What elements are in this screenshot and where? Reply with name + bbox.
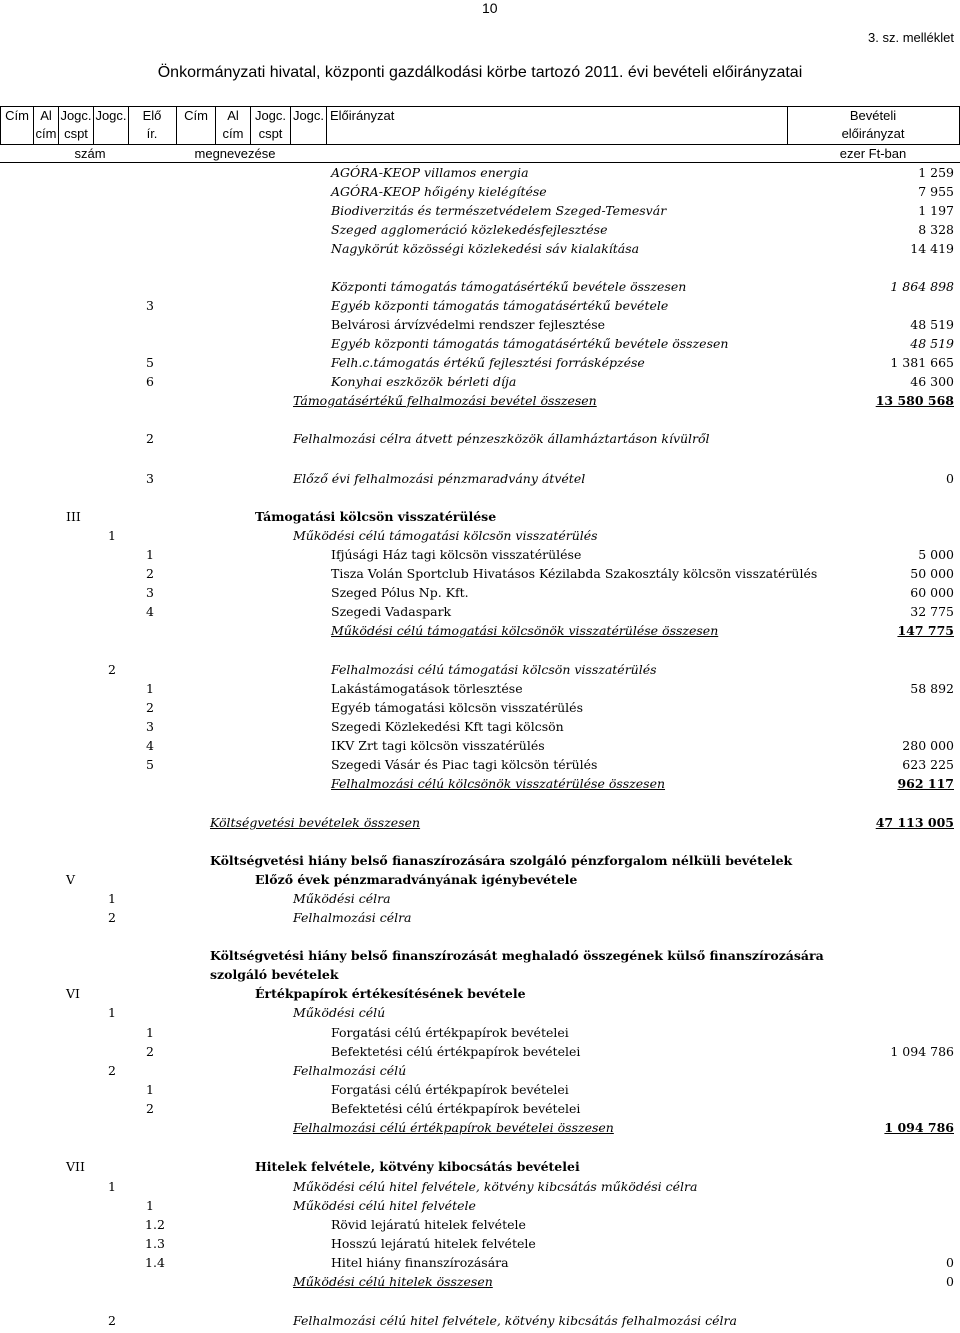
document-title: Önkormányzati hivatal, központi gazdálkodási körbe tartozó 2011. évi bevételi előirányzatai <box>157 64 803 81</box>
table-row: 4 IKV Zrt tagi kölcsön visszatérülés 280 000 <box>146 738 954 753</box>
table-row: 6 Konyhai eszközök bérleti díja 46 300 <box>146 374 954 389</box>
table-row: 2 Egyéb támogatási kölcsön visszatérülés <box>146 700 583 715</box>
table-row: 3 Egyéb központi támogatás támogatásértékű bevétele <box>146 298 669 313</box>
table-row: 1.4 Hitel hiány finanszírozására 0 <box>145 1255 954 1270</box>
table-row: 2 Felhalmozási célra <box>108 910 412 925</box>
table-row: 2 Felhalmozási célú hitel felvétele, kötvény kibcsátás felhalmozási célra <box>108 1313 737 1328</box>
header-alcim-2: cím <box>35 126 57 141</box>
table-row: Költségvetési hiány belső fianaszírozására szolgáló pénzforgalom nélküli bevételek <box>210 853 793 868</box>
table-row: 2 Befektetési célú értékpapírok bevételei 1 094 786 <box>146 1044 954 1059</box>
table-row: Felhalmozási célú kölcsönök visszatérülése összesen 962 117 <box>331 776 954 791</box>
table-row: 1 Lakástámogatások törlesztése 58 892 <box>146 681 954 696</box>
header-megnevezese: megnevezése <box>194 146 276 161</box>
table-row: 5 Szegedi Vásár és Piac tagi kölcsön térülés 623 225 <box>146 757 954 772</box>
table-row: Működési célú támogatási kölcsönök visszatérülése összesen 147 775 <box>331 623 954 638</box>
table-row: Költségvetési bevételek összesen 47 113 005 <box>210 815 954 830</box>
table-row: szolgáló bevételek <box>210 967 339 982</box>
header-col-divider <box>326 106 327 144</box>
header-beveteli-2: előirányzat <box>841 126 905 141</box>
table-row: Támogatásértékű felhalmozási bevétel összesen 13 580 568 <box>293 393 954 408</box>
table-row: 2 Felhalmozási célra átvett pénzeszközök államháztartáson kívülről <box>146 431 710 446</box>
header-beveteli-1: Bevételi <box>849 108 897 123</box>
table-row: 4 Szegedi Vadaspark 32 775 <box>146 604 954 619</box>
header-eloiranyzat: Előirányzat <box>330 108 395 123</box>
table-row: 3 Szeged Pólus Np. Kft. 60 000 <box>146 585 954 600</box>
table-row: VI Értékpapírok értékesítésének bevétele <box>66 986 526 1001</box>
table-row: Szeged agglomeráció közlekedésfejlesztése 8 328 <box>331 222 954 237</box>
attachment-label: 3. sz. melléklet <box>868 30 954 45</box>
table-row: AGÓRA-KEOP villamos energia 1 259 <box>331 165 954 180</box>
table-row: AGÓRA-KEOP hőigény kielégítése 7 955 <box>331 184 954 199</box>
table-row: Működési célú hitelek összesen 0 <box>293 1274 954 1289</box>
table-row: VII Hitelek felvétele, kötvény kibocsátás bevételei <box>66 1159 580 1174</box>
table-row: 1 Forgatási célú értékpapírok bevételei <box>146 1082 569 1097</box>
table-row: Belvárosi árvízvédelmi rendszer fejlesztése 48 519 <box>331 317 954 332</box>
table-row: 1 Működési célú hitel felvétele, kötvény kibcsátás működési célra <box>108 1179 698 1194</box>
table-row: Egyéb központi támogatás támogatásértékű bevétele összesen 48 519 <box>331 336 954 351</box>
table-row: III Támogatási kölcsön visszatérülése <box>66 509 497 524</box>
header-bottom-rule <box>0 162 960 163</box>
table-row: 2 Tisza Volán Sportclub Hivatásos Kézilabda Szakosztály kölcsön visszatérülés 50 000 <box>146 566 954 581</box>
header-alcim2-1: Al <box>227 108 239 123</box>
header-eloir-2: ír. <box>146 126 158 141</box>
header-jogc: Jogc. <box>95 108 127 123</box>
header-alcim-1: Al <box>40 108 52 123</box>
header-jogc-2: Jogc. <box>292 108 325 123</box>
header-mid-rule <box>0 144 960 145</box>
page-number: 10 <box>482 0 498 16</box>
header-top-rule <box>0 106 960 107</box>
header-cim-2: Cím <box>184 108 208 123</box>
table-row: 1 Működési célra <box>108 891 391 906</box>
table-row: 1.2 Rövid lejáratú hitelek felvétele <box>145 1217 526 1232</box>
table-row: 1 Működési célú hitel felvétele <box>146 1198 476 1213</box>
header-jogcspt2-1: Jogc. <box>254 108 287 123</box>
table-row: V Előző évek pénzmaradványának igénybevétele <box>66 872 578 887</box>
table-row: 2 Felhalmozási célú <box>108 1063 407 1078</box>
header-jogcspt-2: cspt <box>64 126 88 141</box>
table-row: Biodiverzitás és természetvédelem Szeged-Temesvár 1 197 <box>331 203 954 218</box>
table-row: Nagykörút közösségi közlekedési sáv kialakítása 14 419 <box>331 241 954 256</box>
table-row: Költségvetési hiány belső finanszírozását meghaladó összegének külső finanszírozására <box>210 948 824 963</box>
table-row: 5 Felh.c.támogatás értékű fejlesztési forrásképzése 1 381 665 <box>146 355 954 370</box>
header-jogcspt2-2: cspt <box>258 126 283 141</box>
header-eloir-1: Elő <box>142 108 162 123</box>
table-row: Központi támogatás támogatásértékű bevétele összesen 1 864 898 <box>331 279 954 294</box>
table-row: Felhalmozási célú értékpapírok bevételei összesen 1 094 786 <box>293 1120 954 1135</box>
table-row: 1 Forgatási célú értékpapírok bevételei <box>146 1025 569 1040</box>
table-row: 3 Szegedi Közlekedési Kft tagi kölcsön <box>146 719 564 734</box>
header-jogcspt-1: Jogc. <box>60 108 92 123</box>
table-row: 1 Működési célú <box>108 1005 386 1020</box>
table-row: 1 Működési célú támogatási kölcsön visszatérülés <box>108 528 598 543</box>
header-unit: ezer Ft-ban <box>839 146 907 161</box>
table-row: 3 Előző évi felhalmozási pénzmaradvány átvétel 0 <box>146 471 954 486</box>
table-row: 1 Ifjúsági Ház tagi kölcsön visszatérülése 5 000 <box>146 547 954 562</box>
table-row: 2 Felhalmozási célú támogatási kölcsön visszatérülés <box>108 662 657 677</box>
header-szam: szám <box>74 146 106 161</box>
header-alcim2-2: cím <box>222 126 244 141</box>
header-col-divider <box>0 106 1 144</box>
header-cim: Cím <box>5 108 29 123</box>
table-row: 1.3 Hosszú lejáratú hitelek felvétele <box>145 1236 536 1251</box>
table-row: 2 Befektetési célú értékpapírok bevételei <box>146 1101 581 1116</box>
